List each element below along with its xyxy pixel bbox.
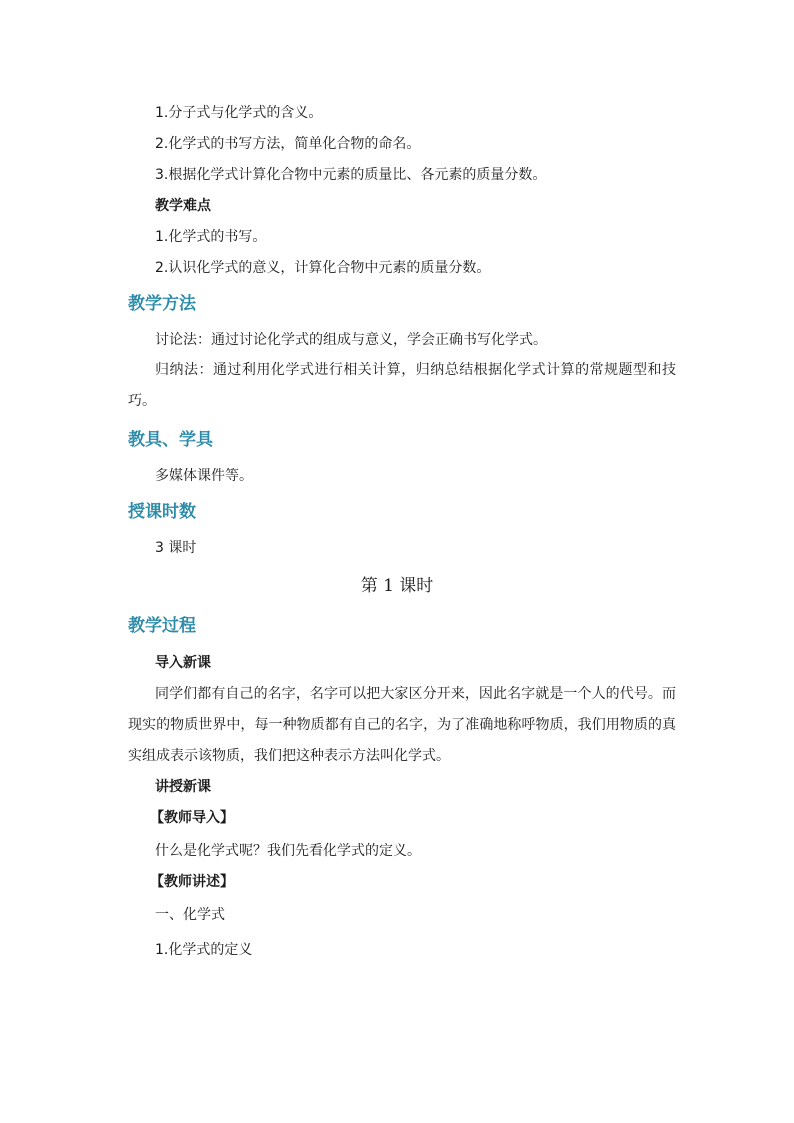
method-item-1: 讨论法：通过讨论化学式的组成与意义，学会正确书写化学式。 xyxy=(155,332,547,348)
key-point-1: 1.分子式与化学式的含义。 xyxy=(155,105,323,121)
new-lesson-heading: 讲授新课 xyxy=(155,779,211,795)
difficulty-heading: 教学难点 xyxy=(155,198,211,214)
method-heading: 教学方法 xyxy=(128,294,196,314)
teacher-intro-label: 【教师导入】 xyxy=(150,810,234,826)
teacher-intro-text: 什么是化学式呢？我们先看化学式的定义。 xyxy=(155,843,421,859)
method-item-2: 归纳法：通过利用化学式进行相关计算，归纳总结根据化学式计算的常规题型和技巧。 xyxy=(128,362,676,409)
intro-paragraph: 同学们都有自己的名字，名字可以把大家区分开来，因此名字就是一个人的代号。而现实的物质世界中，每一种物质都有自己的名字，为了准确地称呼物质，我们用物质的真实组成表示该物质，我们把这种表示方法叫化学式。 xyxy=(128,686,676,764)
difficulty-item-2: 2.认识化学式的意义，计算化合物中元素的质量分数。 xyxy=(155,260,491,276)
hours-text: 3 课时 xyxy=(155,540,197,556)
process-heading: 教学过程 xyxy=(128,616,196,636)
key-point-2: 2.化学式的书写方法，简单化合物的命名。 xyxy=(155,136,421,152)
lesson-title: 第 1 课时 xyxy=(360,576,434,596)
section-one: 一、化学式 xyxy=(155,907,225,923)
intro-heading: 导入新课 xyxy=(155,655,211,671)
key-point-3: 3.根据化学式计算化合物中元素的质量比、各元素的质量分数。 xyxy=(155,167,547,183)
teacher-explain-label: 【教师讲述】 xyxy=(150,874,234,890)
hours-heading: 授课时数 xyxy=(128,502,196,522)
tools-text: 多媒体课件等。 xyxy=(155,468,253,484)
subsection-one: 1.化学式的定义 xyxy=(155,942,253,958)
tools-heading: 教具、学具 xyxy=(128,430,213,450)
difficulty-item-1: 1.化学式的书写。 xyxy=(155,229,267,245)
